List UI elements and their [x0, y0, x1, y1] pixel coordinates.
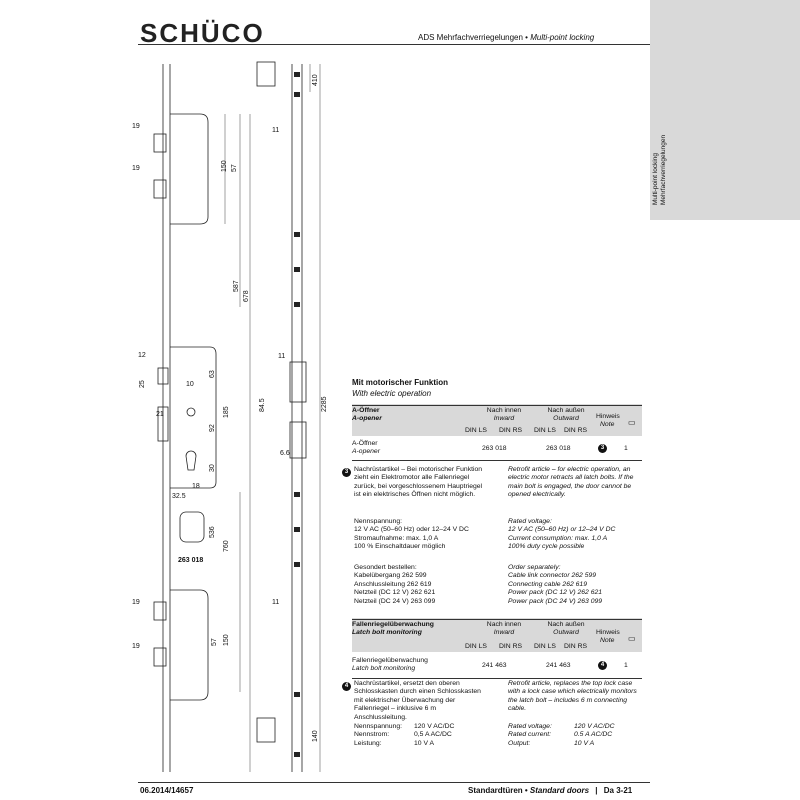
spec-label: Leistung:	[354, 739, 382, 747]
svg-text:12: 12	[138, 352, 146, 359]
svg-text:185: 185	[223, 406, 230, 418]
page-header-title	[418, 33, 594, 42]
spec-label: Nennstrom:	[354, 731, 390, 739]
table2-sub1: DIN LS	[465, 643, 487, 650]
svg-text:21: 21	[156, 411, 164, 418]
table2-col-inward-en: Inward	[493, 629, 515, 636]
svg-text:19: 19	[132, 643, 140, 650]
table2-col-outward: Nach außen	[547, 621, 585, 628]
note3-order-en	[508, 564, 640, 606]
header-rule	[138, 44, 650, 45]
svg-text:678: 678	[243, 290, 250, 302]
table1-sub1: DIN LS	[465, 427, 487, 434]
table1-row-de: A-Öffner	[352, 440, 378, 447]
table1-sub2: DIN RS	[499, 427, 523, 434]
spec-value: 12 V AC (50–60 Hz) oder 12–24 V DC	[354, 526, 469, 534]
table2-sub2: DIN RS	[499, 643, 523, 650]
svg-text:150: 150	[223, 634, 230, 646]
part-label: 263 018	[178, 557, 204, 564]
order-line: Kabelübergang 262 599	[354, 572, 427, 580]
spec-line: 100 % Einschaltdauer möglich	[354, 543, 446, 551]
table2-row-en: Latch bolt monitoring	[352, 665, 416, 672]
svg-text:2285: 2285	[321, 396, 328, 412]
svg-text:19: 19	[132, 599, 140, 606]
footer-sep: •	[522, 786, 530, 795]
side-tab-line1: Multi-point locking	[652, 152, 659, 205]
order-line: Power pack (DC 24 V) 263 099	[508, 597, 603, 605]
svg-text:57: 57	[211, 638, 218, 646]
note4-spec-en	[508, 723, 640, 748]
spec-label: Nennspannung:	[354, 723, 402, 730]
table1-outward-value: 263 018	[546, 445, 571, 452]
spec-value: 10 V A	[414, 739, 435, 747]
table1-sub4: DIN RS	[564, 427, 588, 434]
spec-value: 10 V A	[574, 739, 595, 747]
note3-spec-en	[508, 518, 640, 552]
order-line: Power pack (DC 12 V) 262 621	[508, 589, 603, 597]
rule	[352, 460, 642, 461]
dim-text: 19	[132, 123, 140, 130]
table1-sub3: DIN LS	[534, 427, 556, 434]
svg-text:57: 57	[231, 164, 238, 172]
footer-section: Standardtüren • Standard doors | Da 3-21	[468, 786, 633, 795]
note-book-icon: ▭	[628, 418, 636, 427]
svg-text:150: 150	[221, 160, 228, 172]
svg-text:11: 11	[272, 599, 280, 606]
svg-text:10: 10	[186, 381, 194, 388]
table2-qty: 1	[624, 662, 628, 669]
spec-label: Rated voltage:	[508, 723, 552, 730]
header-title-de: ADS Mehrfachverriegelungen	[418, 33, 523, 42]
table1-col-inward-en: Inward	[493, 415, 515, 422]
side-tab	[650, 0, 800, 790]
table2-col-inward: Nach innen	[486, 621, 522, 628]
spec-value: 12 V AC (50–60 Hz) or 12–24 V DC	[508, 526, 616, 534]
table1-col-inward: Nach innen	[486, 407, 522, 414]
order-line: Anschlussleitung 262 619	[354, 580, 432, 588]
table-a-opener	[352, 404, 642, 462]
spec-value: 0,5 A AC/DC	[414, 731, 452, 739]
brand-logo: SCHÜCO	[140, 18, 265, 48]
svg-text:760: 760	[223, 540, 230, 552]
rule	[352, 619, 642, 620]
note4-spec-de	[354, 723, 504, 748]
table1-col-outward: Nach außen	[547, 407, 585, 414]
side-tab-bg	[650, 0, 800, 220]
note3-order-de	[354, 564, 504, 606]
header-title-en: Multi-point locking	[530, 33, 595, 42]
note3-badge: 3	[342, 468, 351, 477]
svg-text:410: 410	[312, 74, 319, 86]
svg-text:32.5: 32.5	[172, 493, 186, 500]
svg-text:19: 19	[132, 165, 140, 172]
footer-page-number: Da 3-21	[603, 786, 633, 795]
table2-col-note: Hinweis	[596, 629, 620, 636]
table1-col-outward-en: Outward	[553, 415, 579, 422]
order-line: Connecting cable 262 619	[508, 580, 587, 588]
rule	[352, 405, 642, 406]
table1-row-en: A-opener	[352, 448, 380, 455]
header-title-sep: •	[522, 33, 531, 42]
svg-text:140: 140	[312, 730, 319, 742]
order-line: Netzteil (DC 24 V) 263 099	[354, 597, 436, 605]
order-heading: Gesondert bestellen:	[354, 564, 417, 571]
table1-qty: 1	[624, 445, 628, 452]
footer-section-de: Standardtüren	[468, 786, 523, 795]
table1-name-en: A-opener	[352, 415, 382, 422]
svg-text:536: 536	[209, 526, 216, 538]
note3-text-en: Retrofit article – for electric operation, an electric motor retracts all latch bolts. If the main bolt is engaged, the door cannot be opened electrically.	[508, 466, 634, 499]
svg-text:18: 18	[192, 483, 200, 490]
note3-spec-de	[354, 518, 504, 552]
svg-text:63: 63	[209, 370, 216, 378]
table2-name-en: Latch bolt monitoring	[352, 629, 422, 636]
svg-text:25: 25	[139, 380, 146, 388]
table2-sub4: DIN RS	[564, 643, 588, 650]
svg-text:6.6: 6.6	[280, 450, 290, 457]
svg-text:92: 92	[209, 424, 216, 432]
svg-text:11: 11	[278, 353, 286, 360]
table2-sub3: DIN LS	[534, 643, 556, 650]
table1-inward-value: 263 018	[482, 445, 507, 452]
footer-doc-id: 06.2014/14657	[140, 786, 194, 795]
table2-row-de: Fallenriegelüberwachung	[352, 657, 428, 664]
note-book-icon: ▭	[628, 634, 636, 643]
table2-col-note-en: Note	[600, 637, 615, 644]
footer-rule	[138, 782, 650, 783]
side-tab-line2: Mehrfachverriegelungen	[660, 134, 667, 205]
table2-outward-value: 241 463	[546, 662, 571, 669]
order-line: Cable link connector 262 599	[508, 572, 597, 580]
note3-text-de: Nachrüstartikel – Bei motorischer Funktion zieht ein Elektromotor alle Fallenriegel zurück, bei vorgeschlossenem Hauptriegel ist ein elektrisches Öffnen nicht möglich.	[354, 466, 483, 499]
spec-label: Output:	[508, 739, 531, 747]
order-line: Netzteil (DC 12 V) 262 621	[354, 589, 436, 597]
svg-text:11: 11	[272, 127, 280, 134]
spec-value: 120 V AC/DC	[574, 723, 615, 730]
spec-value: 0.5 A AC/DC	[574, 731, 613, 739]
order-heading: Order separately:	[508, 564, 561, 571]
section-title-en: With electric operation	[352, 389, 432, 398]
table2-inward-value: 241 463	[482, 662, 507, 669]
table1-col-note-en: Note	[600, 421, 615, 428]
note4-text-en: Retrofit article, replaces the top lock case with a lock case which electrically monitors the latch bolt – includes 6 m connecting cable.	[508, 680, 637, 713]
spec-value: 120 V AC/DC	[414, 723, 455, 730]
note4-text-de: Nachrüstartikel, ersetzt den oberen Schlosskasten durch einen Schlosskasten mit elektrischer Überwachung der Fallenriegel – inklusive 6 m Anschlussleitung.	[354, 680, 481, 721]
spec-label: Rated voltage:	[508, 518, 552, 525]
table2-name-de: Fallenriegelüberwachung	[352, 621, 434, 628]
svg-text:587: 587	[233, 280, 240, 292]
spec-line: 100% duty cycle possible	[508, 543, 585, 551]
table1-name-de: A-Öffner	[352, 407, 380, 414]
svg-text:84.5: 84.5	[259, 398, 266, 412]
svg-text:30: 30	[209, 464, 216, 472]
footer-section-en: Standard doors	[529, 786, 590, 795]
table2-note-badge: 4	[598, 661, 607, 670]
section-title-de: Mit motorischer Funktion	[352, 378, 448, 387]
table-latch-monitoring	[352, 618, 642, 680]
table1-note-badge: 3	[598, 444, 607, 453]
spec-label: Nennspannung:	[354, 518, 402, 525]
spec-line: Current consumption: max. 1,0 A	[508, 534, 608, 542]
spec-label: Rated current:	[508, 731, 552, 739]
table2-col-outward-en: Outward	[553, 629, 579, 636]
table1-col-note: Hinweis	[596, 413, 620, 420]
note4-badge: 4	[342, 682, 351, 691]
side-tab-label	[652, 125, 668, 205]
technical-drawing	[130, 52, 350, 790]
rule	[352, 678, 642, 679]
spec-line: Stromaufnahme: max. 1,0 A	[354, 534, 439, 542]
